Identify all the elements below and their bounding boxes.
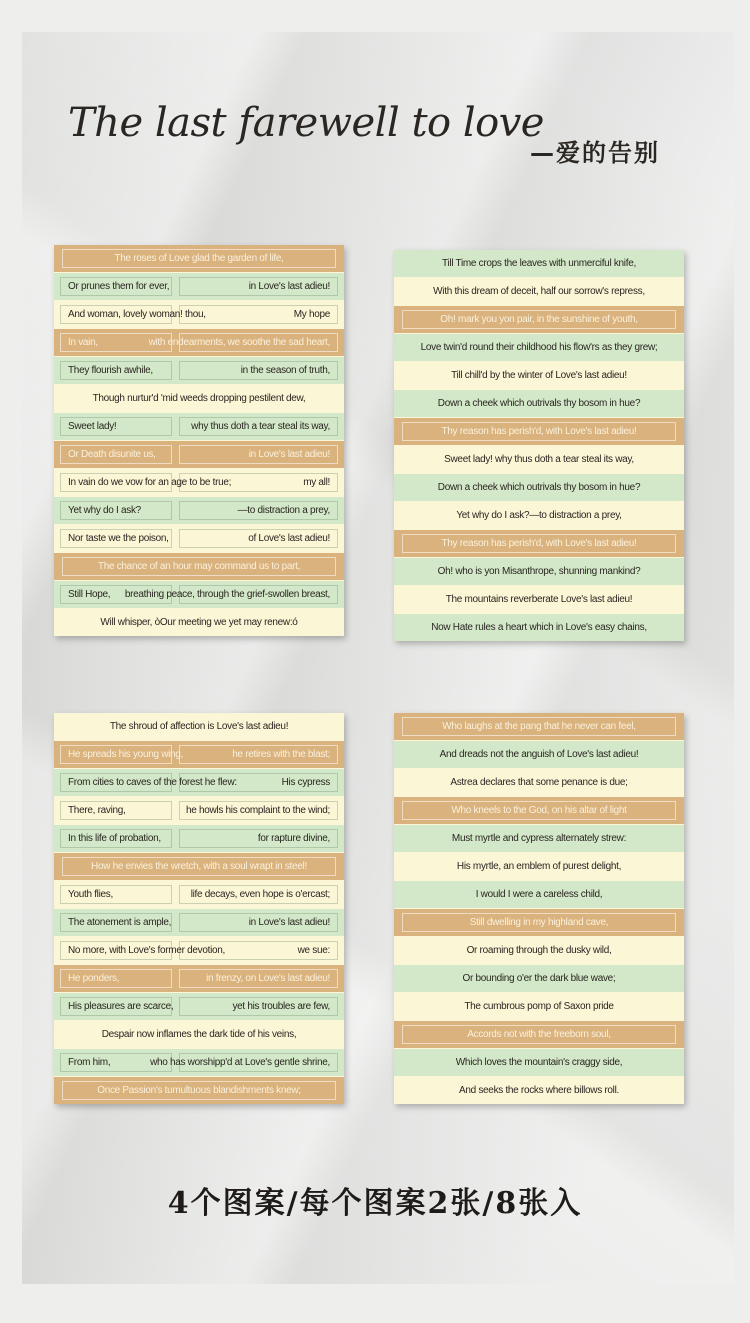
- sticker-strip: [394, 558, 684, 585]
- sticker-text: who has worshipp'd at Love's gentle shrine,: [150, 1057, 330, 1068]
- sticker-sheet-3: [54, 713, 344, 1104]
- sticker-strip: [394, 713, 684, 740]
- sticker-strip: [54, 881, 344, 908]
- sticker-text: There, raving,: [68, 805, 126, 816]
- sticker-text: The mountains reverberate Love's last adieu!: [445, 594, 633, 605]
- sticker-text: The atonement is ample,: [68, 917, 172, 928]
- pattern-count-caption: 4个图案/每个图案2张/8张入: [167, 1186, 583, 1221]
- sticker-text: —to distraction a prey,: [237, 505, 330, 516]
- sticker-text: No more, with Love's former devotion,: [68, 945, 225, 956]
- sticker-text: My hope: [293, 309, 330, 320]
- sticker-text: Yet why do I ask?—to distraction a prey,: [456, 510, 622, 521]
- sticker-strip: [54, 1049, 344, 1076]
- sticker-text: Who laughs at the pang that he never can feel,: [442, 721, 636, 732]
- sticker-strip: [394, 530, 684, 557]
- sticker-text: Accords not with the freeborn soul,: [467, 1029, 611, 1040]
- sticker-text: Oh! mark you yon pair, in the sunshine of youth,: [440, 314, 638, 325]
- sticker-strip: [394, 446, 684, 473]
- sticker-text: The chance of an hour may command us to part,: [97, 561, 301, 572]
- sticker-text: In vain do we vow for an age to be true;: [68, 477, 232, 488]
- sticker-text: in the season of truth,: [240, 365, 330, 376]
- sticker-text: Astrea declares that some penance is due;: [450, 777, 628, 788]
- sticker-text: in frenzy, on Love's last adieu!: [206, 973, 330, 984]
- sticker-text: Will whisper, òOur meeting we yet may renew:ó: [100, 617, 298, 628]
- sticker-strip: [394, 614, 684, 641]
- sticker-strip: [54, 273, 344, 300]
- sticker-strip: [394, 993, 684, 1020]
- sticker-text: Which loves the mountain's craggy side,: [455, 1057, 623, 1068]
- sticker-text: I would I were a careless child,: [475, 889, 603, 900]
- sticker-text: Yet why do I ask?: [68, 505, 141, 516]
- sticker-text: Sweet lady! why thus doth a tear steal its way,: [444, 454, 634, 465]
- sticker-text: In this life of probation,: [68, 833, 161, 844]
- sticker-strip: [394, 1077, 684, 1104]
- sticker-text: His pleasures are scarce,: [68, 1001, 174, 1012]
- sticker-strip: [54, 993, 344, 1020]
- sticker-text: Nor taste we the poison,: [68, 533, 169, 544]
- sticker-strip: [54, 713, 344, 740]
- sticker-strip: [394, 909, 684, 936]
- sticker-strip: [394, 741, 684, 768]
- sticker-text: They flourish awhile,: [68, 365, 153, 376]
- sticker-text: Who kneels to the God, on his altar of light: [451, 805, 627, 816]
- sticker-strip: [394, 390, 684, 417]
- sticker-strip: [54, 497, 344, 524]
- sticker-strip: [54, 413, 344, 440]
- sticker-text: Down a cheek which outrivals thy bosom in hue?: [437, 482, 641, 493]
- sticker-text: The shroud of affection is Love's last adieu!: [109, 721, 289, 732]
- sticker-text: Youth flies,: [68, 889, 113, 900]
- sticker-text: Till chill'd by the winter of Love's last adieu!: [451, 370, 627, 381]
- sticker-text: in Love's last adieu!: [248, 449, 330, 460]
- sticker-strip: [54, 937, 344, 964]
- sticker-text: Or bounding o'er the dark blue wave;: [462, 973, 616, 984]
- sticker-text: Or prunes them for ever,: [68, 281, 170, 292]
- sticker-text: with endearments, we soothe the sad heart,: [148, 337, 330, 348]
- sticker-strip: [394, 306, 684, 333]
- sticker-text: he retires with the blast;: [232, 749, 330, 760]
- sticker-strip: [54, 525, 344, 552]
- sticker-text: Despair now inflames the dark tide of his veins,: [101, 1029, 297, 1040]
- sticker-text: for rapture divine,: [257, 833, 330, 844]
- sticker-text: he howls his complaint to the wind;: [185, 805, 330, 816]
- sticker-sheet-4: [394, 713, 684, 1104]
- sticker-text: Still Hope,: [68, 589, 111, 600]
- sticker-strip: [54, 965, 344, 992]
- sticker-text: From him,: [68, 1057, 111, 1068]
- sticker-text: life decays, even hope is o'ercast;: [190, 889, 330, 900]
- sticker-text: Sweet lady!: [68, 421, 117, 432]
- sticker-text: Once Passion's tumultuous blandishments knew;: [97, 1085, 301, 1096]
- sticker-strip: [394, 1049, 684, 1076]
- sticker-sheet-2: [394, 250, 684, 641]
- sticker-strip: [54, 909, 344, 936]
- sticker-strip: [54, 553, 344, 580]
- sticker-strip: [54, 385, 344, 412]
- sticker-strip: [394, 474, 684, 501]
- sticker-strip: [394, 502, 684, 529]
- sticker-text: Still dwelling in my highland cave,: [469, 917, 609, 928]
- sticker-strip: [54, 581, 344, 608]
- sticker-text: breathing peace, through the grief-swollen breast,: [124, 589, 330, 600]
- sticker-text: He ponders,: [68, 973, 120, 984]
- sticker-text: in Love's last adieu!: [248, 281, 330, 292]
- sticker-text: Love twin'd round their childhood his flow'rs as they grew;: [420, 342, 658, 353]
- sticker-strip: [54, 441, 344, 468]
- sticker-strip: [394, 418, 684, 445]
- sticker-text: He spreads his young wing,: [68, 749, 184, 760]
- sticker-text: Now Hate rules a heart which in Love's easy chains,: [431, 622, 647, 633]
- sticker-text: my all!: [303, 477, 330, 488]
- sticker-text: And woman, lovely woman! thou,: [68, 309, 206, 320]
- sticker-text: How he envies the wretch, with a soul wrapt in steel!: [91, 861, 307, 872]
- sticker-text: in Love's last adieu!: [248, 917, 330, 928]
- sticker-text: His myrtle, an emblem of purest delight,: [456, 861, 622, 872]
- sticker-text: With this dream of deceit, half our sorrow's repress,: [433, 286, 645, 297]
- sticker-strip: [54, 301, 344, 328]
- sticker-text: Or roaming through the dusky wild,: [466, 945, 612, 956]
- sticker-strip: [394, 825, 684, 852]
- sticker-strip: [394, 965, 684, 992]
- sticker-sheet-1: [54, 245, 344, 636]
- sticker-strip: [54, 797, 344, 824]
- sticker-text: Till Time crops the leaves with unmerciful knife,: [442, 258, 636, 269]
- sticker-strip: [54, 357, 344, 384]
- sticker-text: And dreads not the anguish of Love's last adieu!: [439, 749, 639, 760]
- sticker-strip: [394, 797, 684, 824]
- sticker-text: Down a cheek which outrivals thy bosom in hue?: [437, 398, 641, 409]
- sticker-text: we sue:: [297, 945, 330, 956]
- sticker-text: His cypress: [281, 777, 330, 788]
- sticker-strip: [394, 853, 684, 880]
- sticker-text: Though nurtur'd 'mid weeds dropping pestilent dew,: [92, 393, 306, 404]
- sticker-text: The roses of Love glad the garden of life,: [114, 253, 284, 264]
- sticker-strip: [394, 362, 684, 389]
- sticker-strip: [54, 769, 344, 796]
- sticker-strip: [54, 825, 344, 852]
- sticker-strip: [54, 1077, 344, 1104]
- sticker-strip: [54, 469, 344, 496]
- sticker-text: Must myrtle and cypress alternately strew:: [451, 833, 627, 844]
- sticker-strip: [394, 881, 684, 908]
- sticker-strip: [54, 853, 344, 880]
- sticker-strip: [54, 609, 344, 636]
- sticker-text: why thus doth a tear steal its way,: [191, 421, 330, 432]
- sticker-strip: [394, 278, 684, 305]
- sticker-text: And seeks the rocks where billows roll.: [458, 1085, 620, 1096]
- sticker-strip: [54, 329, 344, 356]
- sticker-text: Or Death disunite us,: [68, 449, 156, 460]
- page-title: The last farewell to love: [68, 100, 544, 146]
- sticker-text: In vain,: [68, 337, 98, 348]
- page-subtitle: —爱的告别: [530, 139, 660, 167]
- sticker-text: The cumbrous pomp of Saxon pride: [464, 1001, 614, 1012]
- sticker-strip: [54, 741, 344, 768]
- sticker-strip: [394, 586, 684, 613]
- sticker-strip: [394, 250, 684, 277]
- sticker-strip: [394, 334, 684, 361]
- sticker-text: Oh! who is yon Misanthrope, shunning mankind?: [437, 566, 641, 577]
- sticker-text: Thy reason has perish'd, with Love's last adieu!: [441, 426, 637, 437]
- sticker-strip: [394, 1021, 684, 1048]
- sticker-text: From cities to caves of the forest he flew:: [68, 777, 237, 788]
- sticker-strip: [54, 245, 344, 272]
- sticker-strip: [394, 937, 684, 964]
- sticker-text: of Love's last adieu!: [248, 533, 330, 544]
- sticker-text: yet his troubles are few,: [232, 1001, 330, 1012]
- sticker-strip: [394, 769, 684, 796]
- sticker-strip: [54, 1021, 344, 1048]
- sticker-text: Thy reason has perish'd, with Love's last adieu!: [441, 538, 637, 549]
